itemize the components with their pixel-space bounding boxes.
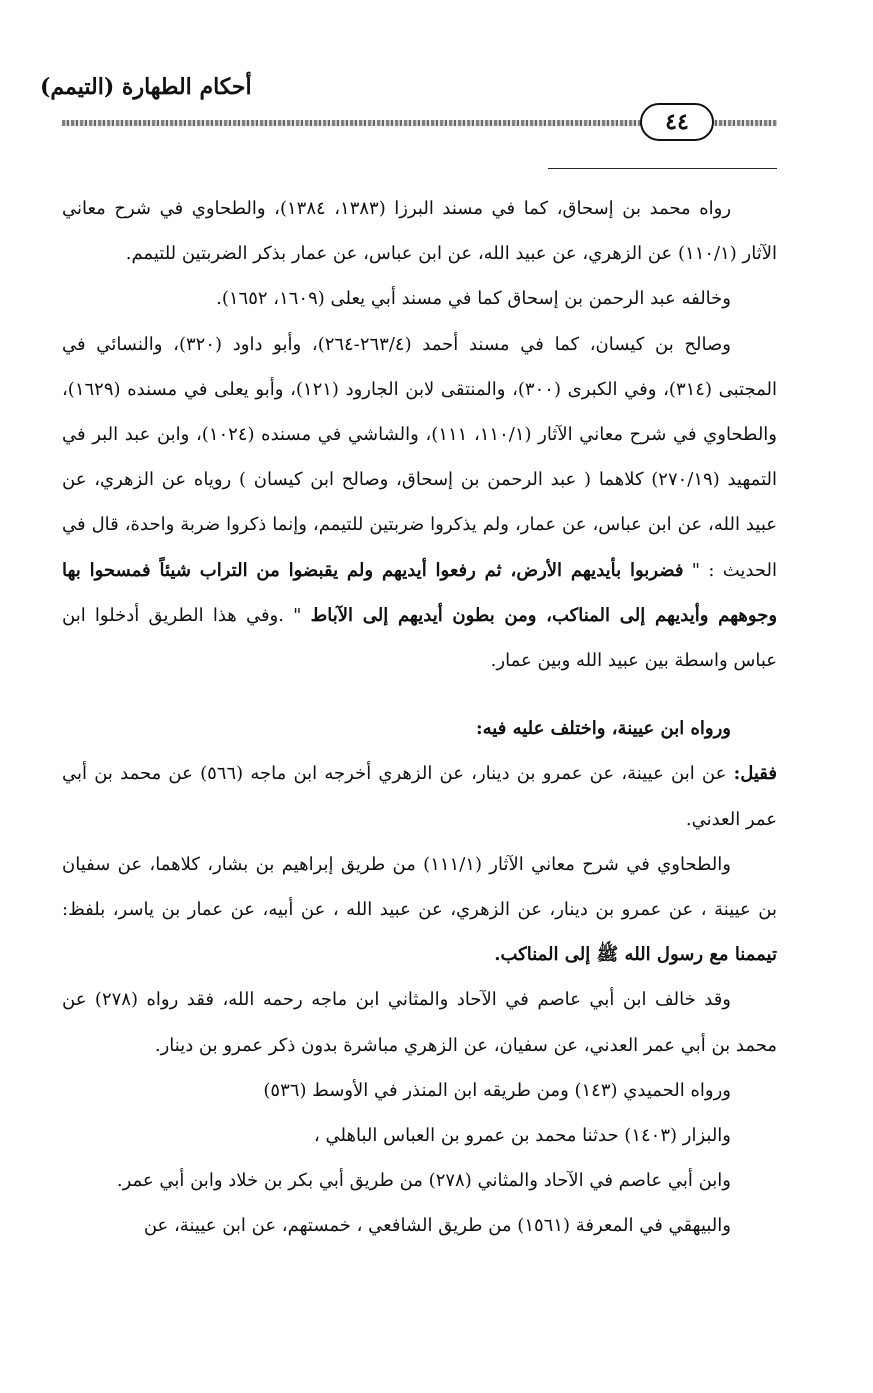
paragraph-6 [62, 842, 777, 978]
paragraph-10: وابن أبي عاصم في الآحاد والمثاني (٢٧٨) من طريق أبي بكر بن خلاد وابن أبي عمر. [116, 1170, 731, 1192]
body-text [62, 186, 777, 1249]
paragraph-8: ورواه الحميدي (١٤٣) ومن طريقه ابن المنذر في الأوسط (٥٣٦) [263, 1079, 731, 1101]
paragraph-3-text: وصالح بن كيسان، كما في مسند أحمد (٢٦٣/٤-٢٦٤)، وأبو داود (٣٢٠)، والنسائي في المجتبى (٣١٤)، وفي الكبرى (٣٠٠)، والمنتقى لابن الجارود (١٢١)، وأبو يعلى في مسنده (١٦٢٩)، والطحاوي في شرح معاني الآثار (١١٠/١، ١١١)، والشاشي في مسنده (١٠٢٤)، وابن عبد البر في التمهيد (٢٧٠/١٩) كلاهما ( عبد الرحمن بن إسحاق، وصالح ابن كيسان ) روياه عن الزهري، عن عبيد الله، عن ابن عباس، عن عمار، ولم يذكروا ضربتين للتيمم، وإنما ذكروا ضربة واحدة، قال في الحديث : " [62, 333, 778, 581]
paragraph-6-text: والطحاوي في شرح معاني الآثار (١١١/١) من طريق إبراهيم بن بشار، كلاهما، عن سفيان بن عيينة ، عن عمرو بن دينار، عن الزهري، عن عبيد الله ، عن أبيه، عن عمار بن ياسر، بلفظ: [62, 853, 777, 921]
paragraph-11: والبيهقي في المعرفة (١٥٦١) من طريق الشافعي ، خمستهم، عن ابن عيينة، عن [143, 1215, 731, 1237]
paragraph-7: وقد خالف ابن أبي عاصم في الآحاد والمثاني ابن ماجه رحمه الله، فقد رواه (٢٧٨) عن محمد بن أبي عمر العدني، عن سفيان، عن الزهري مباشرة بدون ذكر عمرو بن دينار. [62, 989, 777, 1056]
hadith-quote: فضربوا بأيديهم الأرض، ثم رفعوا أيديهم ولم يقبضوا من التراب شيئاً فمسحوا بها وجوههم وأيديهم إلى المناكب، ومن بطون أيديهم إلى الآباط [62, 559, 778, 626]
paragraph-9: والبزار (١٤٠٣) حدثنا محمد بن عمرو بن العباس الباهلي ، [314, 1125, 731, 1147]
section-heading: ورواه ابن عيينة، واختلف عليه فيه: [475, 718, 731, 740]
paragraph-1: رواه محمد بن إسحاق، كما في مسند البرزا (١٣٨٣، ١٣٨٤)، والطحاوي في شرح معاني الآثار (١١٠/١) عن الزهري، عن عبيد الله، عن ابن عباس، عن عمار بذكر الضربتين للتيمم. [62, 198, 777, 265]
page-number-badge: ٤٤ [640, 103, 714, 141]
footnote-separator [548, 168, 777, 169]
paragraph-3-tail: " .وفي هذا الطريق أدخلوا ابن عباس واسطة بين عبيد الله وبين عمار. [62, 604, 777, 672]
running-header-title: أحكام الطهارة (التيمم) [40, 74, 252, 100]
paragraph-5-lead: فقيل: [733, 763, 777, 785]
paragraph-2: وخالفه عبد الرحمن بن إسحاق كما في مسند أبي يعلى (١٦٠٩، ١٦٥٢). [216, 288, 731, 310]
paragraph-6-quote: تيممنا مع رسول الله ﷺ إلى المناكب. [494, 944, 777, 966]
paragraph-5 [62, 751, 777, 841]
paragraph-5-text: عن ابن عيينة، عن عمرو بن دينار، عن الزهري أخرجه ابن ماجه (٥٦٦) عن محمد بن أبي عمر العدني. [62, 763, 777, 830]
paragraph-3 [62, 322, 777, 684]
